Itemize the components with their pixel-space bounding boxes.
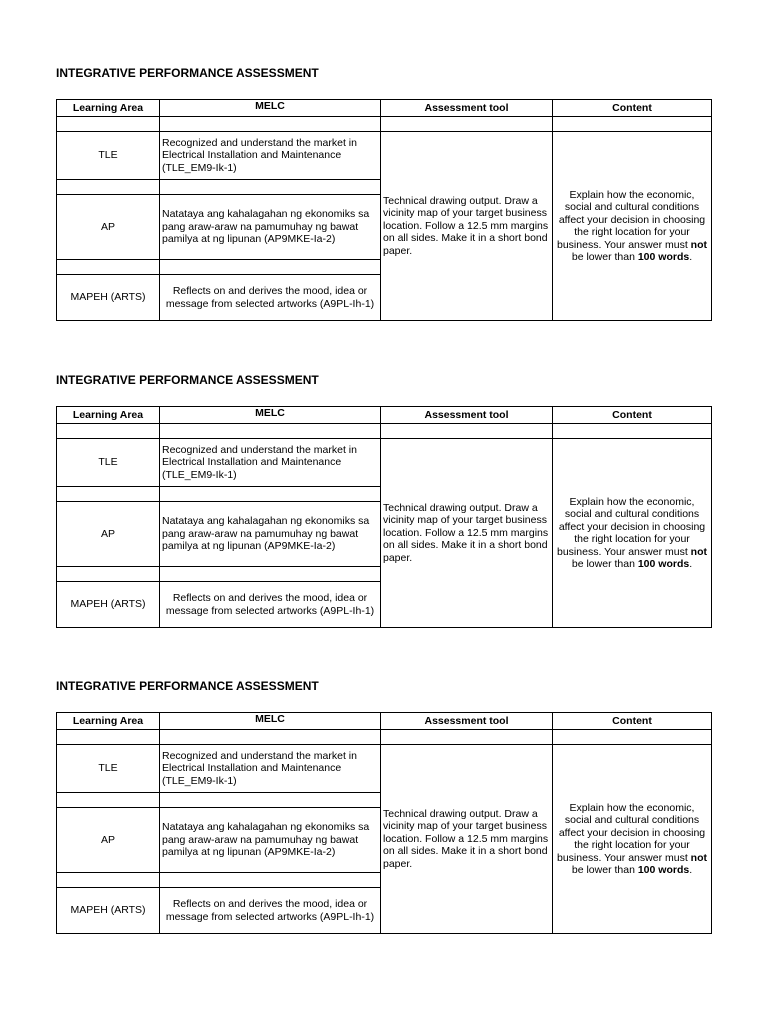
learning-area-ap: AP [57,502,160,567]
blank-cell [160,180,381,195]
blank-cell [57,873,160,888]
assessment-table [56,712,712,934]
learning-area-mapeh: MAPEH (ARTS) [57,275,160,321]
header-learning-area: Learning Area [57,100,160,117]
learning-area-mapeh: MAPEH (ARTS) [57,582,160,628]
melc-mapeh: Reflects on and derives the mood, idea or message from selected artworks (A9PL-Ih-1) [160,275,381,321]
content-cell: Explain how the economic, social and cultural conditions affect your decision in choosing the right location for your business. Your answer must not be lower than 100 words. [553,132,712,321]
blank-cell [381,730,553,745]
melc-ap: Natataya ang kahalagahan ng ekonomiks sa pang araw-araw na pamumuhay ng bawat pamilya at ng lipunan (AP9MKE-Ia-2) [160,195,381,260]
blank-cell [553,424,712,439]
blank-cell [160,793,381,808]
header-assessment-tool: Assessment tool [381,713,553,730]
content-cell: Explain how the economic, social and cultural conditions affect your decision in choosing the right location for your business. Your answer must not be lower than 100 words. [553,745,712,934]
section-title: INTEGRATIVE PERFORMANCE ASSESSMENT [56,679,319,693]
header-assessment-tool: Assessment tool [381,407,553,424]
header-melc: MELC [160,100,381,117]
header-learning-area: Learning Area [57,407,160,424]
header-melc: MELC [160,407,381,424]
blank-cell [57,260,160,275]
header-content: Content [553,713,712,730]
melc-ap: Natataya ang kahalagahan ng ekonomiks sa pang araw-araw na pamumuhay ng bawat pamilya at ng lipunan (AP9MKE-Ia-2) [160,502,381,567]
blank-cell [160,424,381,439]
assessment-table [56,99,712,321]
melc-tle: Recognized and understand the market in Electrical Installation and Maintenance (TLE_EM9-Ik-1) [160,745,381,793]
blank-cell [160,567,381,582]
section-title: INTEGRATIVE PERFORMANCE ASSESSMENT [56,373,319,387]
assessment-tool-cell: Technical drawing output. Draw a vicinity map of your target business location. Follow a 12.5 mm margins on all sides. Make it in a short bond paper. [381,439,553,628]
header-content: Content [553,100,712,117]
assessment-section-1 [56,66,708,321]
melc-mapeh: Reflects on and derives the mood, idea or message from selected artworks (A9PL-Ih-1) [160,582,381,628]
blank-cell [57,180,160,195]
learning-area-tle: TLE [57,439,160,487]
blank-cell [57,567,160,582]
blank-cell [160,117,381,132]
assessment-tool-cell: Technical drawing output. Draw a vicinity map of your target business location. Follow a 12.5 mm margins on all sides. Make it in a short bond paper. [381,745,553,934]
learning-area-ap: AP [57,195,160,260]
header-learning-area: Learning Area [57,713,160,730]
learning-area-mapeh: MAPEH (ARTS) [57,888,160,934]
content-cell: Explain how the economic, social and cultural conditions affect your decision in choosing the right location for your business. Your answer must not be lower than 100 words. [553,439,712,628]
blank-cell [381,424,553,439]
blank-cell [160,260,381,275]
blank-cell [160,487,381,502]
melc-tle: Recognized and understand the market in Electrical Installation and Maintenance (TLE_EM9-Ik-1) [160,132,381,180]
blank-cell [160,730,381,745]
header-assessment-tool: Assessment tool [381,100,553,117]
melc-ap: Natataya ang kahalagahan ng ekonomiks sa pang araw-araw na pamumuhay ng bawat pamilya at ng lipunan (AP9MKE-Ia-2) [160,808,381,873]
header-melc: MELC [160,713,381,730]
blank-cell [160,873,381,888]
assessment-table [56,406,712,628]
section-title: INTEGRATIVE PERFORMANCE ASSESSMENT [56,66,319,80]
blank-cell [553,117,712,132]
blank-cell [57,793,160,808]
assessment-tool-cell: Technical drawing output. Draw a vicinity map of your target business location. Follow a 12.5 mm margins on all sides. Make it in a short bond paper. [381,132,553,321]
blank-cell [57,730,160,745]
learning-area-tle: TLE [57,745,160,793]
header-content: Content [553,407,712,424]
learning-area-ap: AP [57,808,160,873]
blank-cell [553,730,712,745]
learning-area-tle: TLE [57,132,160,180]
assessment-section-2 [56,373,708,628]
blank-cell [57,424,160,439]
blank-cell [381,117,553,132]
melc-mapeh: Reflects on and derives the mood, idea or message from selected artworks (A9PL-Ih-1) [160,888,381,934]
assessment-section-3 [56,679,708,934]
blank-cell [57,117,160,132]
blank-cell [57,487,160,502]
melc-tle: Recognized and understand the market in Electrical Installation and Maintenance (TLE_EM9-Ik-1) [160,439,381,487]
